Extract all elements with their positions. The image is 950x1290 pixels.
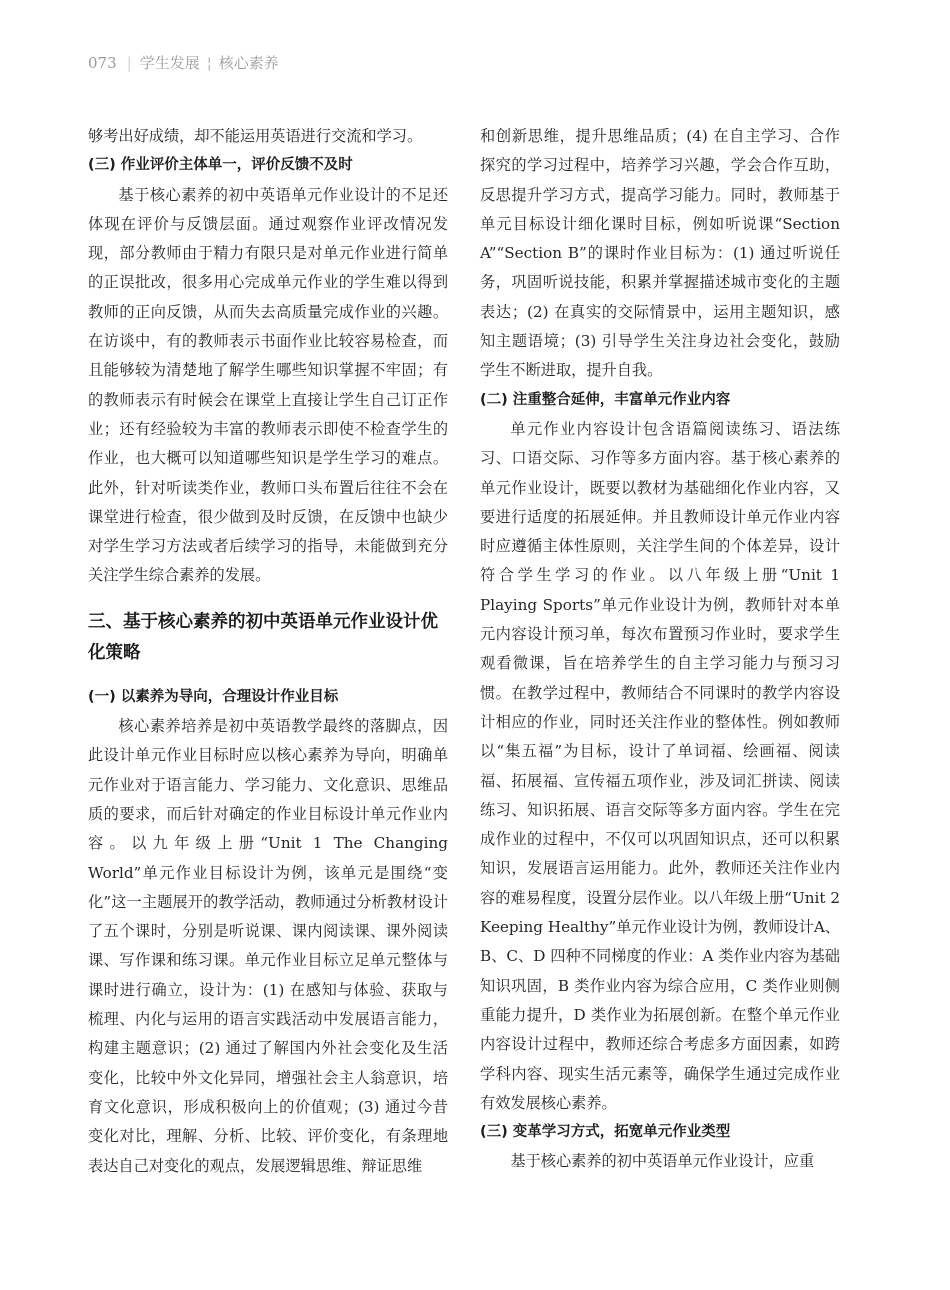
paragraph-evaluation: 基于核心素养的初中英语单元作业设计的不足还体现在评价与反馈层面。通过观察作业评改情况发现，部分教师由于精力有限只是对单元作业进行简单的正误批改，很多用心完成单元作业的学生难以得到教师的正向反馈，从而失去高质量完成作业的兴趣。在访谈中，有的教师表示书面作业比较容易检查，而且能够较为清楚地了解学生哪些知识掌握不牢固；有的教师表示有时候会在课堂上直接让学生自己订正作业；还有经验较为丰富的教师表示即使不检查学生的作业，也大概可以知道哪些知识是学生学习的难点。此外，针对听读类作业，教师口头布置后往往不会在课堂进行检查，很少做到及时反馈，在反馈中也缺少对学生学习方法或者后续学习的指导，未能做到充分关注学生综合素养的发展。 <box>88 185 448 585</box>
running-header <box>88 52 279 73</box>
header-separator: ¦ <box>206 54 212 72</box>
subheading-goals: (一) 以素养为导向，合理设计作业目标 <box>88 688 339 705</box>
right-column <box>480 122 840 1177</box>
header-topic: 核心素养 <box>218 54 279 72</box>
page-number: 073 <box>88 54 117 72</box>
header-section: 学生发展 <box>139 54 200 72</box>
paragraph-goals-continued: 和创新思维，提升思维品质；(4) 在自主学习、合作探究的学习过程中，培养学习兴趣，学会合作互助，反思提升学习方式，提高学习能力。同时，教师基于单元目标设计细化课时目标，例如听说课“Section A”“Section B”的课时作业目标为：(1) 通过听说任务，巩固听说技能，积累并掌握描述城市变化的主题表达；(2) 在真实的交际情景中，运用主题知识，感知主题语境；(3) 引导学生关注身边社会变化，鼓励学生不断进取，提升自我。 <box>480 127 840 380</box>
paragraph-types: 基于核心素养的初中英语单元作业设计，应重 <box>510 1152 815 1171</box>
header-divider: | <box>126 54 132 72</box>
subheading-types: (三) 变革学习方式，拓宽单元作业类型 <box>480 1124 731 1141</box>
paragraph-content: 单元作业内容设计包含语篇阅读练习、语法练习、口语交际、习作等多方面内容。基于核心素养的单元作业设计，既要以教材为基础细化作业内容，又要进行适度的拓展延伸。并且教师设计单元作业内容时应遵循主体性原则，关注学生间的个体差异，设计符合学生学习的作业。以八年级上册“Unit 1 Playing Sports”单元作业设计为例，教师针对本单元内容设计预习单，每次布置预习作业时，要求学生观看微课，旨在培养学生的自主学习能力与预习习惯。在教学过程中，教师结合不同课时的教学内容设计相应的作业，同时还关注作业的整体性。例如教师以“集五福”为目标，设计了单词福、绘画福、阅读福、拓展福、宣传福五项作业，涉及词汇拼读、阅读练习、知识拓展、语言交际等多方面内容。学生在完成作业的过程中，不仅可以巩固知识点，还可以积累知识，发展语言运用能力。此外，教师还关注作业内容的难易程度，设置分层作业。以八年级上册“Unit 2 Keeping Healthy”单元作业设计为例，教师设计A、B、C、D 四种不同梯度的作业：A 类作业内容为基础知识巩固，B 类作业内容为综合应用，C 类作业则侧重能力提升，D 类作业为拓展创新。在整个单元作业内容设计过程中，教师还综合考虑多方面因素，如跨学科内容、现实生活元素等，确保学生通过完成作业有效发展核心素养。 <box>480 419 840 1112</box>
section-heading-strategies: 三、基于核心素养的初中英语单元作业设计优化策略 <box>88 611 438 663</box>
subheading-evaluation: (三) 作业评价主体单一，评价反馈不及时 <box>88 157 353 174</box>
left-column <box>88 122 448 1181</box>
subheading-content: (二) 注重整合延伸，丰富单元作业内容 <box>480 391 731 408</box>
paragraph-continued: 够考出好成绩，却不能运用英语进行交流和学习。 <box>88 127 423 145</box>
paragraph-goals: 核心素养培养是初中英语教学最终的落脚点，因此设计单元作业目标时应以核心素养为导向，明确单元作业对于语言能力、学习能力、文化意识、思维品质的要求，而后针对确定的作业目标设计单元作业内容。以九年级上册“Unit 1 The Changing World”单元作业目标设计为例，该单元是围绕“变化”这一主题展开的教学活动，教师通过分析教材设计了五个课时，分别是听说课、课内阅读课、课外阅读课、写作课和练习课。单元作业目标立足单元整体与课时进行确立，设计为：(1) 在感知与体验、获取与梳理、内化与运用的语言实践活动中发展语言能力，构建主题意识；(2) 通过了解国内外社会变化及生活变化，比较中外文化异同，增强社会主人翁意识，培育文化意识，形成积极向上的价值观；(3) 通过今昔变化对比，理解、分析、比较、评价变化，有条理地表达自己对变化的观点，发展逻辑思维、辩证思维 <box>88 717 448 1175</box>
